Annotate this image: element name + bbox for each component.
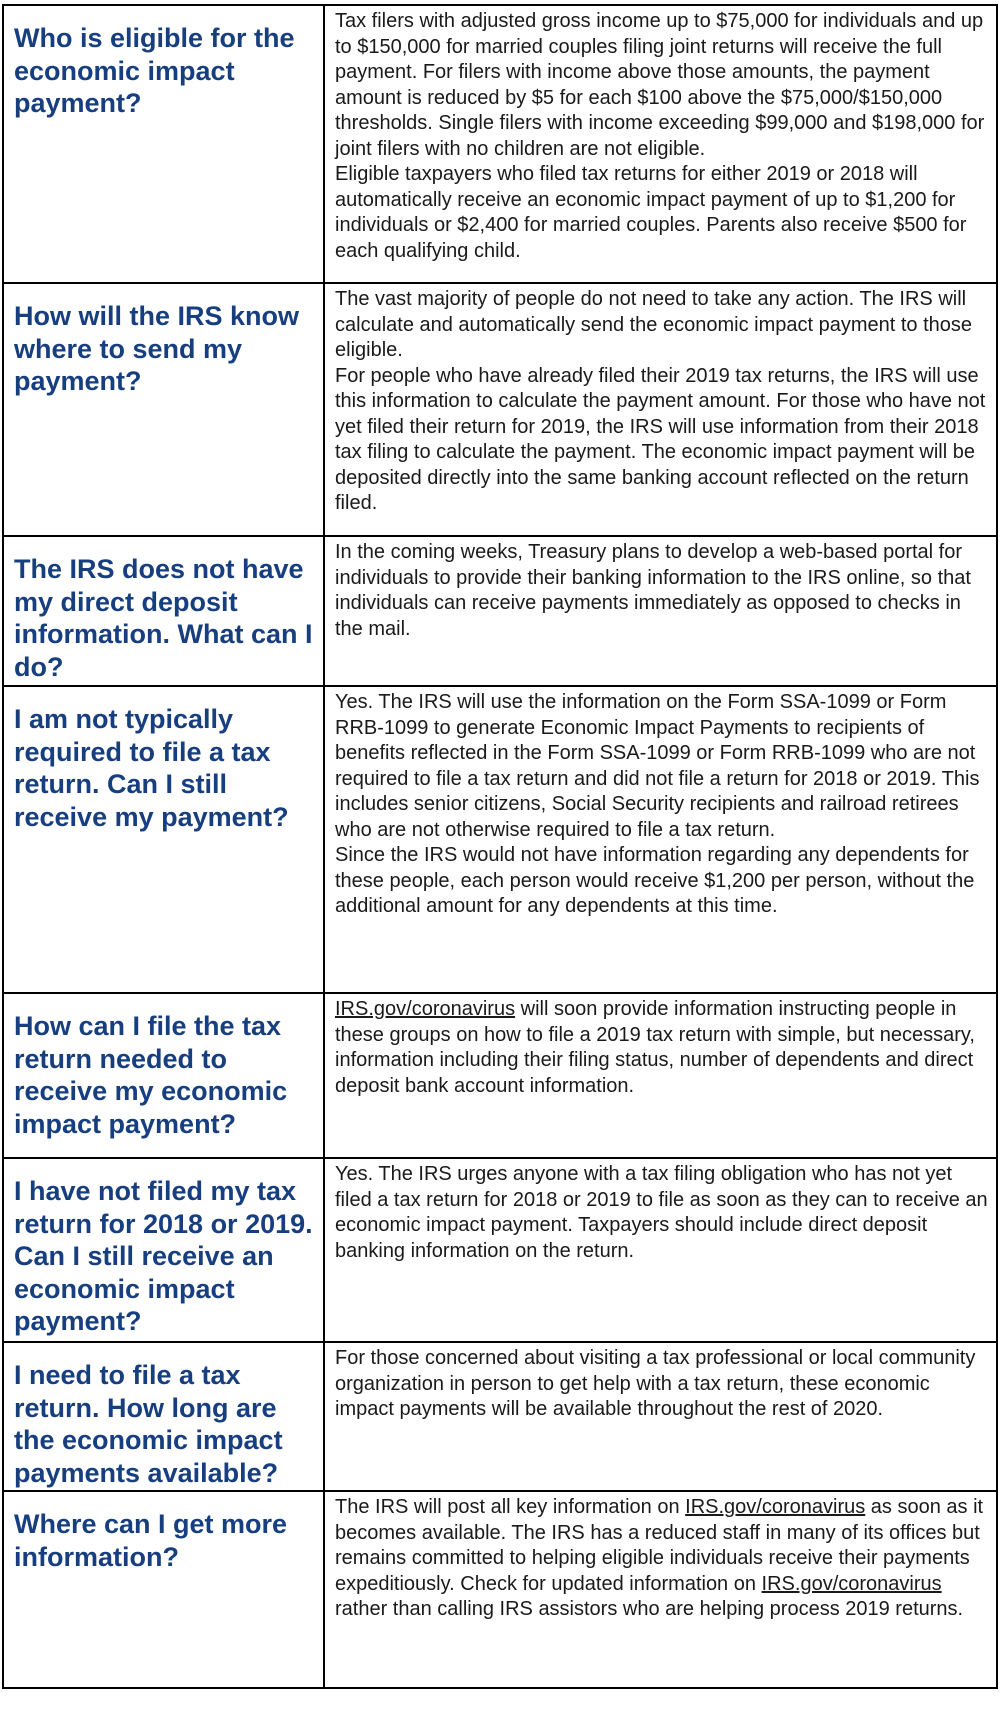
answer-text: For people who have already filed their 2019 tax returns, the IRS will use this information to calculate the payment amount. For those who have not yet filed their return for 2019, the IRS will use information from their 2018 tax filing to calculate the payment. The economic impact payment will be deposited directly into the same banking account reflected on the return filed. bbox=[335, 364, 986, 514]
faq-answer bbox=[335, 287, 988, 517]
faq-answer bbox=[335, 540, 988, 642]
faq-question-cell bbox=[3, 1342, 324, 1491]
faq-row bbox=[3, 5, 997, 283]
faq-question-cell bbox=[3, 536, 324, 686]
answer-paragraph bbox=[335, 690, 988, 843]
faq-answer-cell bbox=[324, 5, 997, 283]
answer-text: For those concerned about visiting a tax professional or local community organization in person to get help with a tax return, these economic impact payments will be available throughout the rest of 2020. bbox=[335, 1347, 976, 1420]
faq-row bbox=[3, 993, 997, 1158]
answer-paragraph bbox=[335, 162, 988, 264]
faq-question: Where can I get more information? bbox=[14, 1509, 288, 1572]
faq-answer-cell bbox=[324, 1491, 997, 1688]
faq-question: I need to file a tax return. How long are the economic impact payments available? bbox=[14, 1360, 283, 1488]
answer-text: In the coming weeks, Treasury plans to develop a web-based portal for individuals to provide their banking information to the IRS online, so that individuals can receive payments immediately as opposed to checks in the mail. bbox=[335, 541, 971, 640]
faq-row bbox=[3, 686, 997, 993]
faq-question-cell bbox=[3, 5, 324, 283]
answer-text: Yes. The IRS will use the information on the Form SSA-1099 or Form RRB-1099 to generate Economic Impact Payments to recipients of benefits reflected in the Form SSA-1099 or Form RRB-1099 who are not required to file a tax return and did not file a return for 2018 or 2019. This includes senior citizens, Social Security recipients and railroad retirees who are not otherwise required to file a tax return. bbox=[335, 691, 980, 841]
answer-text: Since the IRS would not have information regarding any dependents for these people, each person would receive $1,200 per person, without the additional amount for any dependents at this time. bbox=[335, 844, 975, 917]
answer-text: as soon as it becomes available. The IRS has a reduced staff in many of its offices but remains committed to helping eligible individuals receive their payments expeditiously. Check for updated information on bbox=[335, 1496, 984, 1595]
faq-question: I am not typically required to file a tax return. Can I still receive my payment? bbox=[14, 704, 289, 832]
faq-question-cell bbox=[3, 1158, 324, 1342]
irs-coronavirus-link[interactable]: IRS.gov/coronavirus bbox=[685, 1496, 866, 1518]
faq-question: Who is eligible for the economic impact payment? bbox=[14, 23, 295, 118]
faq-answer-cell bbox=[324, 536, 997, 686]
faq-answer-cell bbox=[324, 686, 997, 993]
answer-paragraph bbox=[335, 9, 988, 162]
answer-paragraph bbox=[335, 997, 988, 1099]
faq-row bbox=[3, 536, 997, 686]
faq-question: How will the IRS know where to send my payment? bbox=[14, 301, 300, 396]
faq-table-body bbox=[3, 5, 997, 1688]
faq-answer bbox=[335, 1495, 988, 1623]
faq-answer bbox=[335, 997, 988, 1099]
faq-answer-cell bbox=[324, 1158, 997, 1342]
faq-question-cell bbox=[3, 283, 324, 536]
faq-answer-cell bbox=[324, 1342, 997, 1491]
answer-text: The vast majority of people do not need to take any action. The IRS will calculate and automatically send the economic impact payment to those eligible. bbox=[335, 288, 973, 361]
answer-text: Yes. The IRS urges anyone with a tax filing obligation who has not yet filed a tax return for 2018 or 2019 to file as soon as they can to receive an economic impact payment. Taxpayers should include direct deposit banking information on the return. bbox=[335, 1163, 988, 1262]
answer-paragraph bbox=[335, 843, 988, 920]
faq-table bbox=[2, 4, 998, 1689]
answer-text: Eligible taxpayers who filed tax returns for either 2019 or 2018 will automatically receive an economic impact payment of up to $1,200 for individuals or $2,400 for married couples. Parents also receive $500 for each qualifying child. bbox=[335, 163, 967, 262]
answer-paragraph bbox=[335, 364, 988, 517]
faq-row bbox=[3, 1342, 997, 1491]
faq-answer bbox=[335, 690, 988, 920]
faq-row bbox=[3, 283, 997, 536]
irs-coronavirus-link[interactable]: IRS.gov/coronavirus bbox=[335, 998, 516, 1020]
faq-answer-cell bbox=[324, 993, 997, 1158]
answer-paragraph bbox=[335, 540, 988, 642]
faq-row bbox=[3, 1491, 997, 1688]
answer-paragraph bbox=[335, 287, 988, 364]
answer-paragraph bbox=[335, 1346, 988, 1423]
faq-question-cell bbox=[3, 686, 324, 993]
faq-question: I have not filed my tax return for 2018 or 2019. Can I still receive an economic impact payment? bbox=[14, 1176, 313, 1336]
answer-paragraph bbox=[335, 1495, 988, 1623]
faq-question: How can I file the tax return needed to receive my economic impact payment? bbox=[14, 1011, 288, 1139]
answer-paragraph bbox=[335, 1162, 988, 1264]
answer-text: rather than calling IRS assistors who are helping process 2019 returns. bbox=[335, 1598, 964, 1620]
answer-text: will soon provide information instructing people in these groups on how to file a 2019 tax return with simple, but necessary, information including their filing status, number of dependents and direct deposit bank account information. bbox=[335, 998, 975, 1097]
faq-row bbox=[3, 1158, 997, 1342]
answer-text: The IRS will post all key information on bbox=[335, 1496, 686, 1518]
faq-answer bbox=[335, 1162, 988, 1264]
faq-question-cell bbox=[3, 1491, 324, 1688]
faq-question: The IRS does not have my direct deposit information. What can I do? bbox=[14, 554, 313, 682]
faq-answer bbox=[335, 1346, 988, 1423]
faq-question-cell bbox=[3, 993, 324, 1158]
faq-answer bbox=[335, 9, 988, 264]
answer-text: Tax filers with adjusted gross income up to $75,000 for individuals and up to $150,000 for married couples filing joint returns will receive the full payment. For filers with income above those amounts, the payment amount is reduced by $5 for each $100 above the $75,000/$150,000 thresholds. Single filers with income exceeding $99,000 and $198,000 for joint filers with no children are not eligible. bbox=[335, 10, 985, 160]
irs-coronavirus-link[interactable]: IRS.gov/coronavirus bbox=[761, 1572, 942, 1595]
faq-answer-cell bbox=[324, 283, 997, 536]
